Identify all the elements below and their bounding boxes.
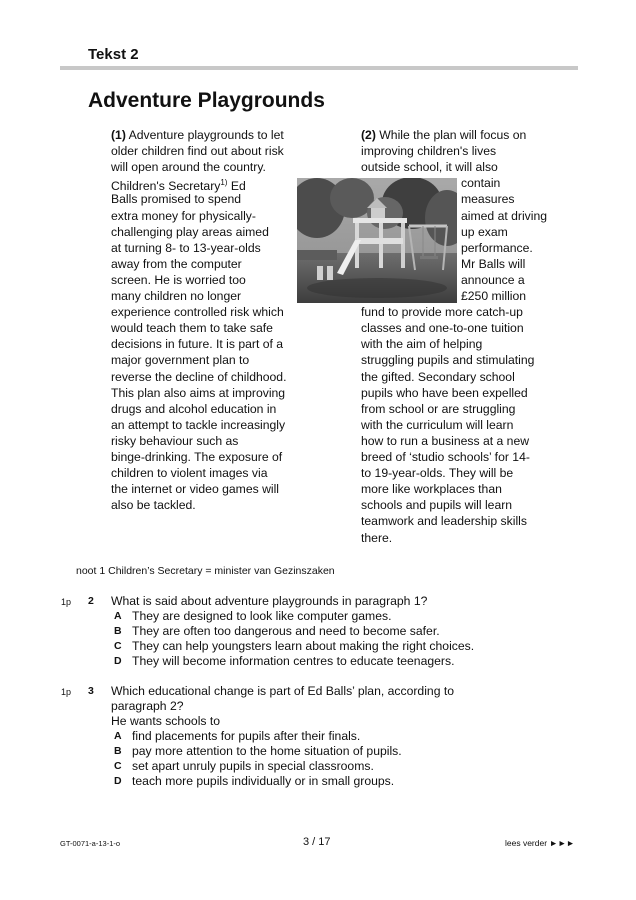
question-number: 2 [88, 595, 94, 607]
text-line-content: Ed [227, 179, 246, 194]
option-letter: B [114, 745, 122, 757]
header-rule [60, 66, 578, 70]
question-stem: Which educational change is part of Ed Balls’ plan, according to [111, 684, 455, 698]
text-line: This plan also aims at improving [111, 385, 286, 400]
text-line-content: Children's Secretary [111, 179, 221, 194]
text-line: classes and one-to-one tuition [361, 321, 524, 336]
text-line: away from the computer [111, 256, 242, 271]
option-letter: A [114, 730, 122, 742]
text-line: experience controlled risk which [111, 305, 284, 320]
option-c[interactable]: set apart unruly pupils in special classrooms. [132, 759, 374, 773]
text-line [361, 127, 526, 143]
text-line: teamwork and leadership skills [361, 514, 527, 529]
text-line: extra money for physically- [111, 208, 256, 223]
question-3 [0, 684, 636, 794]
option-b[interactable]: They are often too dangerous and need to become safer. [132, 624, 440, 638]
option-d[interactable]: They will become information centres to educate teenagers. [132, 654, 455, 668]
text-line: major government plan to [111, 353, 250, 368]
option-letter: C [114, 760, 122, 772]
playground-photo [297, 178, 457, 303]
option-a[interactable]: find placements for pupils after their finals. [132, 729, 361, 743]
text-line: struggling pupils and stimulating [361, 353, 535, 368]
points-label: 1p [61, 687, 72, 697]
text-line: announce a [461, 272, 525, 287]
text-line: with the curriculum will learn [361, 417, 514, 432]
option-c[interactable]: They can help youngsters learn about making the right choices. [132, 639, 475, 653]
text-line: from school or are struggling [361, 401, 516, 416]
text-line: pupils who have been expelled [361, 385, 528, 400]
text-line: measures [461, 192, 515, 207]
footnote-mark: 1) [220, 178, 228, 188]
text-line: risky behaviour such as [111, 433, 239, 448]
text-line: schools and pupils will learn [361, 498, 513, 513]
text-line: up exam [461, 224, 508, 239]
text-line: fund to provide more catch-up [361, 305, 523, 320]
text-line: at turning 8- to 13-year-olds [111, 240, 261, 255]
text-line: Mr Balls will [461, 256, 526, 271]
footnote: noot 1 Children’s Secretary = minister van Gezinszaken [76, 565, 335, 577]
text-line: will open around the country. [111, 160, 266, 175]
text-line: would teach them to take safe [111, 321, 273, 336]
option-letter: B [114, 625, 122, 637]
text-line: also be tackled. [111, 498, 196, 513]
question-2 [0, 594, 636, 674]
question-stem: paragraph 2? [111, 699, 184, 713]
text-line: many children no longer [111, 289, 242, 303]
text-line: challenging play areas aimed [111, 224, 269, 239]
text-line: binge-drinking. The exposure of [111, 450, 283, 464]
text-line: improving children's lives [361, 144, 497, 159]
page-number: 3 / 17 [303, 836, 331, 848]
option-letter: D [114, 775, 122, 787]
question-number: 3 [88, 685, 94, 697]
text-line: breed of ‘studio schools’ for 14- [361, 450, 530, 464]
option-b[interactable]: pay more attention to the home situation of pupils. [132, 744, 402, 758]
paragraph-number: (1) [111, 128, 126, 142]
exam-code: GT-0071-a-13-1-o [60, 839, 121, 848]
text-line: outside school, it will also [361, 160, 498, 175]
text-line: more like workplaces than [361, 482, 502, 497]
paragraph-number: (2) [361, 128, 376, 142]
text-line: the internet or video games will [111, 482, 280, 497]
text-line: contain [461, 176, 501, 191]
text-line: reverse the decline of childhood. [111, 369, 287, 384]
text-line-content: Adventure playgrounds to let [125, 128, 284, 142]
question-stem: What is said about adventure playgrounds in paragraph 1? [111, 594, 428, 608]
text-line: screen. He is worried too [111, 272, 246, 287]
text-line-content: While the plan will focus on [375, 128, 527, 142]
text-line: how to run a business at a new [361, 433, 530, 448]
text-line: drugs and alcohol education in [111, 401, 277, 416]
points-label: 1p [61, 597, 72, 607]
section-title: Tekst 2 [88, 46, 139, 63]
text-line: performance. [461, 240, 533, 255]
text-line: £250 million [461, 289, 527, 303]
text-line: the gifted. Secondary school [361, 369, 515, 384]
text-line: to 19-year-olds. They will be [361, 466, 514, 481]
option-letter: D [114, 655, 122, 667]
text-line: there. [361, 530, 393, 545]
text-line: older children find out about risk [111, 144, 284, 159]
text-line [111, 127, 284, 143]
text-line: with the aim of helping [361, 337, 483, 352]
text-line: children to violent images via [111, 466, 268, 481]
text-line: an attempt to tackle increasingly [111, 417, 286, 432]
question-stem: He wants schools to [111, 714, 221, 728]
option-d[interactable]: teach more pupils individually or in small groups. [132, 774, 395, 788]
article-title: Adventure Playgrounds [88, 89, 325, 112]
option-letter: A [114, 610, 122, 622]
text-line: Balls promised to spend [111, 192, 242, 207]
option-a[interactable]: They are designed to look like computer games. [132, 609, 392, 623]
continue-label: lees verder ►►► [505, 838, 575, 848]
text-line: aimed at driving [461, 208, 548, 223]
option-letter: C [114, 640, 122, 652]
text-line: decisions in future. It is part of a [111, 337, 284, 352]
